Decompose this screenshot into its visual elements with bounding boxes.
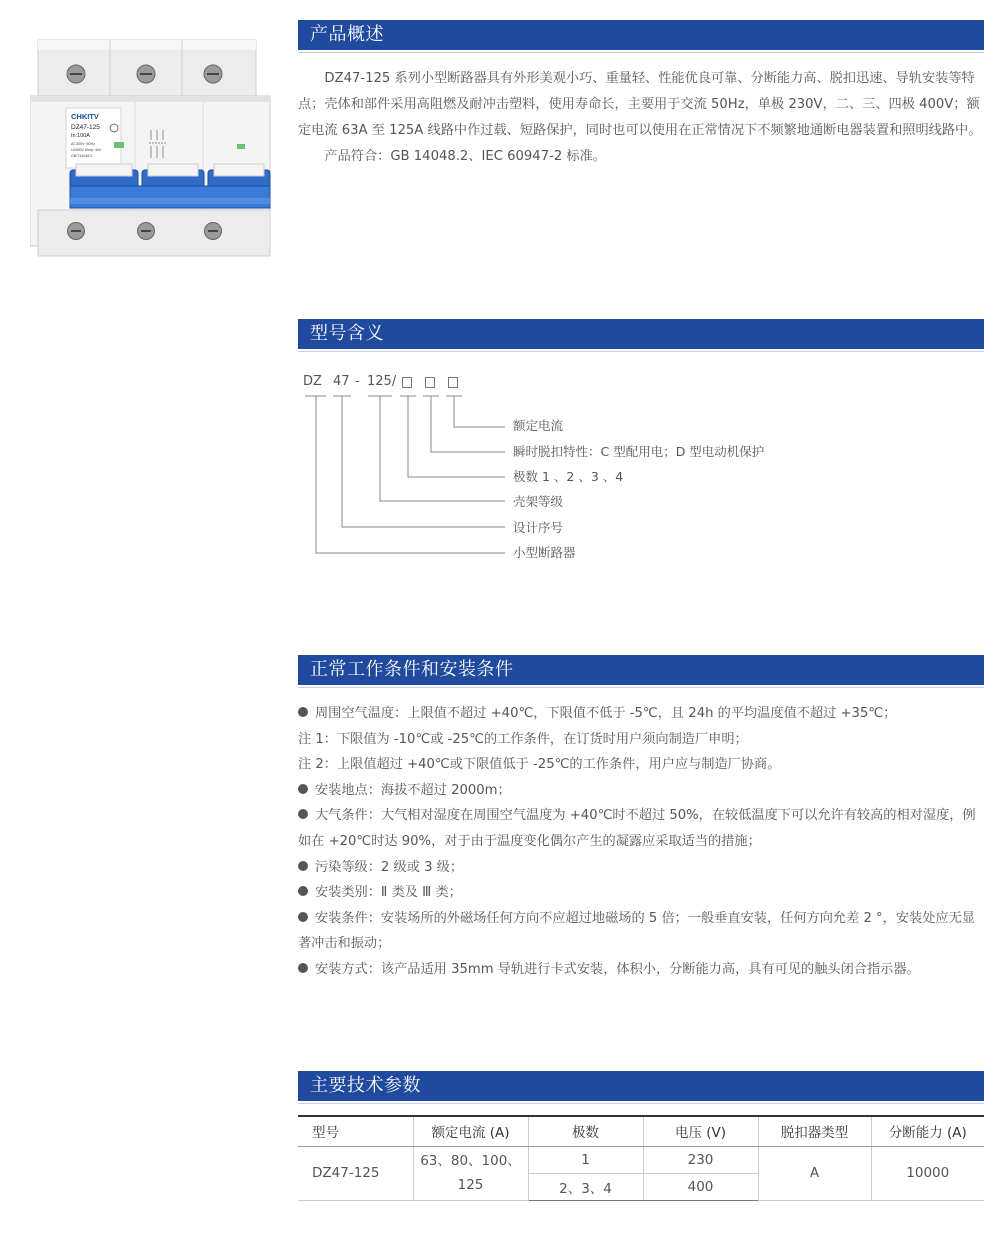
cell-rated-current: 63、80、100、 125: [413, 1146, 528, 1200]
svg-text:Ui:690V Uimp: 4kV: Ui:690V Uimp: 4kV: [71, 148, 102, 152]
cell-poles: 1: [528, 1146, 643, 1173]
section-title-model-meaning: 型号含义: [298, 319, 984, 349]
bullet-icon: [298, 963, 308, 973]
condition-item: 周围空气温度：上限值不超过 +40℃，下限值不低于 -5℃，且 24h 的平均温度值不超过 +35℃；: [298, 701, 988, 727]
parameters-table: [298, 1115, 984, 1201]
bullet-icon: [298, 809, 308, 819]
section-title-conditions: 正常工作条件和安装条件: [298, 655, 984, 685]
section-title-overview: 产品概述: [298, 20, 984, 50]
cell-model: DZ47-125: [298, 1146, 413, 1200]
overview-standards: 产品符合：GB 14048.2、IEC 60947-2 标准。: [324, 149, 606, 164]
condition-item: 大气条件：大气相对湿度在周围空气温度为 +40℃时不超过 50%，在较低温度下可以允许有较高的相对湿度，例如在 +20℃时达 90%，对于由于温度变化偶尔产生的凝露应采取适当的措施；: [298, 808, 976, 849]
model-label-breaker-type: 小型断路器: [513, 545, 576, 560]
condition-item: 安装类别：Ⅱ 类及 Ⅲ 类；: [298, 880, 988, 906]
bullet-icon: [298, 886, 308, 896]
model-label-trip-characteristic: 瞬时脱扣特性：C 型配用电；D 型电动机保护: [513, 444, 765, 459]
bullet-icon: [298, 784, 308, 794]
model-label-frame-grade: 壳架等级: [513, 494, 564, 509]
condition-item: 安装地点：海拔不超过 2000m；: [298, 778, 988, 804]
svg-text:GB/T14048.2: GB/T14048.2: [71, 154, 93, 158]
table-row: [298, 1146, 984, 1173]
column-header: 型号: [298, 1116, 413, 1146]
cell-breaking-capacity: 10000: [871, 1146, 984, 1200]
cell-poles: 2、3、4: [528, 1173, 643, 1200]
condition-item: 安装条件：安装场所的外磁场任何方向不应超过地磁场的 5 倍；一般垂直安装，任何方向允差 2 °，安装处应无显著冲击和振动；: [298, 910, 975, 952]
column-header: 脱扣器类型: [758, 1116, 871, 1146]
model-label-rated-current: 额定电流: [513, 418, 564, 433]
svg-text:CHKITV: CHKITV: [71, 112, 99, 121]
column-header: 极数: [528, 1116, 643, 1146]
svg-text:In:100A: In:100A: [71, 133, 90, 139]
model-label-design-number: 设计序号: [513, 520, 564, 535]
overview-paragraph: DZ47-125 系列小型断路器具有外形美观小巧、重量轻、性能优良可靠、分断能力高、脱扣迅速、导轨安装等特点；壳体和部件采用高阻燃及耐冲击塑料，使用寿命长，主要用于交流 50Hz，单极 230V，二、三、四极 400V；额定电流 63A 至 125A 线路中作过载、短路保护，同时也可以使用在正常情况下不频繁地通断电器装置和照明线路中。: [298, 71, 982, 138]
column-header: 电压 (V): [643, 1116, 758, 1146]
condition-note: 注 2：上限值超过 +40℃或下限值低于 -25℃的工作条件，用户应与制造厂协商。: [298, 757, 781, 773]
column-header: 分断能力 (A): [871, 1116, 984, 1146]
column-header: 额定电流 (A): [413, 1116, 528, 1146]
svg-text:DZ47-125: DZ47-125: [71, 124, 100, 131]
model-code-part: 47: [333, 374, 350, 389]
model-code-part: 125/: [367, 374, 397, 389]
bullet-icon: [298, 912, 308, 922]
model-code-part: -: [355, 374, 360, 389]
condition-note: 注 1：下限值为 -10℃或 -25℃的工作条件，在订货时用户须向制造厂申明；: [298, 731, 748, 747]
svg-text:AC400V~50Hz: AC400V~50Hz: [71, 142, 95, 146]
condition-item: 安装方式：该产品适用 35mm 导轨进行卡式安装，体积小，分断能力高，具有可见的触头闭合指示器。: [298, 957, 988, 983]
cell-voltage: 400: [643, 1173, 758, 1200]
section-title-parameters: 主要技术参数: [298, 1071, 984, 1101]
conditions-list: [298, 701, 988, 983]
condition-item: 污染等级：2 级或 3 级；: [298, 855, 988, 881]
table-header-row: [298, 1116, 984, 1146]
bullet-icon: [298, 861, 308, 871]
cell-voltage: 230: [643, 1146, 758, 1173]
model-leader-lines: [0, 0, 1000, 600]
cell-release-type: A: [758, 1146, 871, 1200]
bullet-icon: [298, 707, 308, 717]
model-code-part: DZ: [303, 374, 322, 389]
model-label-poles: 极数 1 、2 、3 、4: [513, 469, 624, 484]
